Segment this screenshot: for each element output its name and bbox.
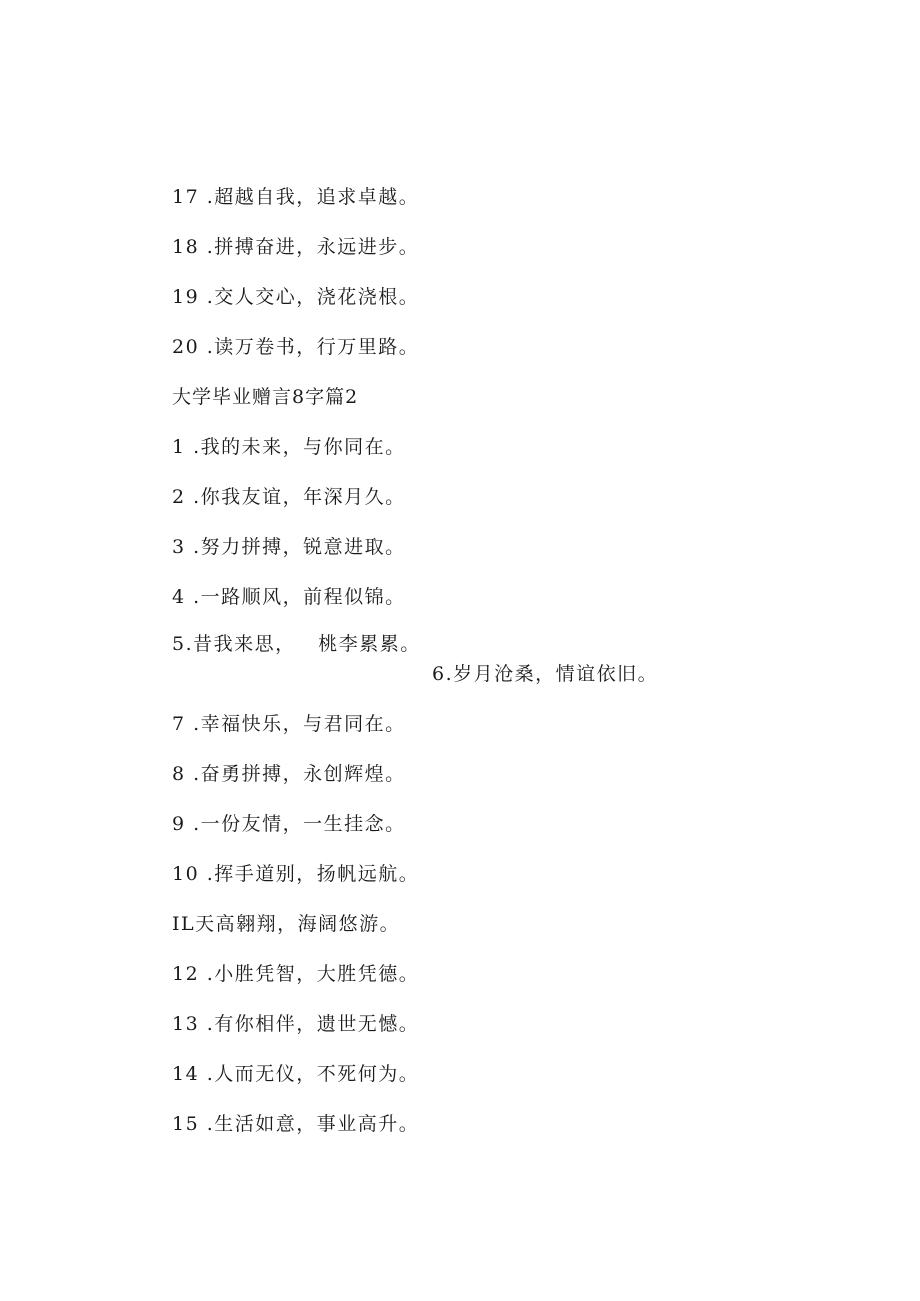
text-line-18: 18 .拼搏奋进，永远进步。: [172, 236, 420, 258]
text-line-2: 2 .你我友谊，年深月久。: [172, 486, 406, 508]
text-line-15: 15 .生活如意，事业高升。: [172, 1113, 420, 1135]
text-line-3: 3 .努力拼搏，锐意进取。: [172, 536, 406, 558]
text-line-20: 20 .读万卷书，行万里路。: [172, 336, 420, 358]
text-line-5: 5.昔我来思， 桃李累累。: [172, 633, 421, 655]
text-line-17: 17 .超越自我，追求卓越。: [172, 186, 420, 208]
text-line-6: 6.岁月沧桑，情谊依旧。: [432, 663, 659, 685]
text-line-10: 10 .挥手道别，扬帆远航。: [172, 863, 420, 885]
text-line-8: 8 .奋勇拼搏，永创辉煌。: [172, 763, 406, 785]
text-line-1: 1 .我的未来，与你同在。: [172, 436, 406, 458]
text-line-14: 14 .人而无仪，不死何为。: [172, 1063, 420, 1085]
text-line-7: 7 .幸福快乐，与君同在。: [172, 713, 406, 735]
text-line-9: 9 .一份友情，一生挂念。: [172, 813, 406, 835]
text-line-19: 19 .交人交心，浇花浇根。: [172, 286, 420, 308]
text-line-13: 13 .有你相伴，遗世无憾。: [172, 1013, 420, 1035]
text-line-11: IL天高翱翔，海阔悠游。: [172, 913, 401, 935]
text-line-12: 12 .小胜凭智，大胜凭德。: [172, 963, 420, 985]
section-heading: 大学毕业赠言8字篇2: [172, 386, 359, 408]
text-line-4: 4 .一路顺风，前程似锦。: [172, 586, 406, 608]
